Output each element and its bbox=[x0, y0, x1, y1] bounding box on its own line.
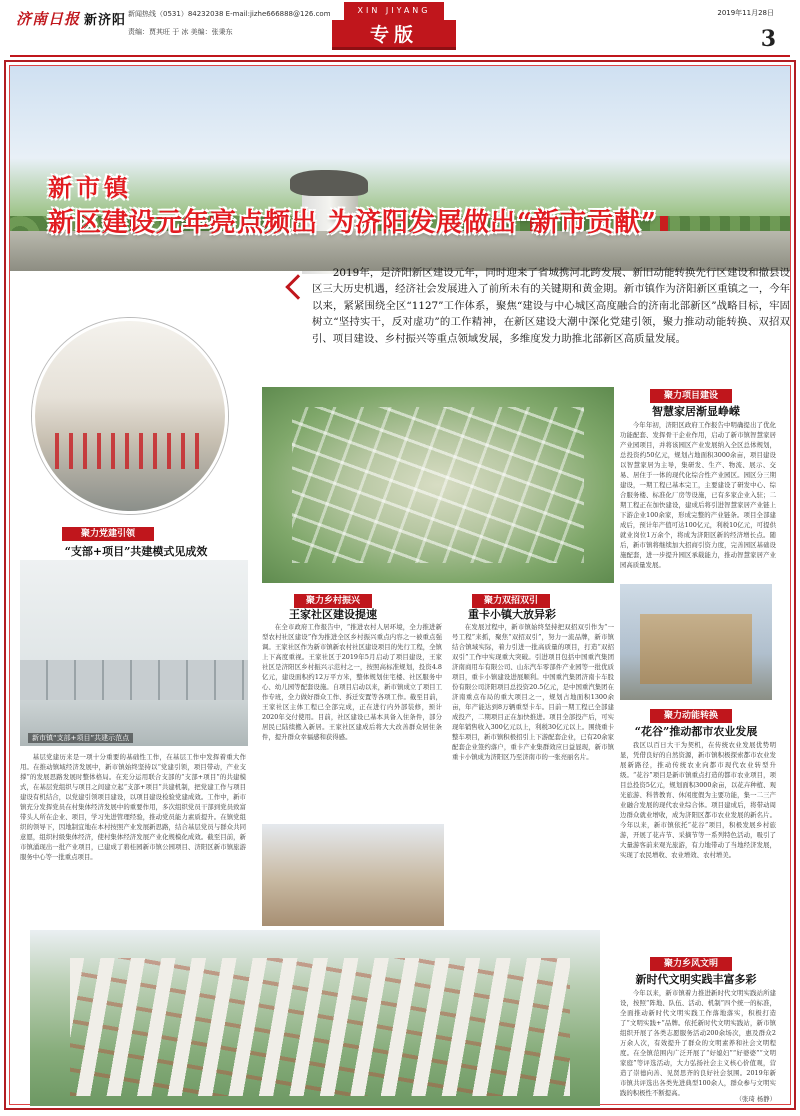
agri-body bbox=[620, 740, 776, 950]
party-section-tag: 聚力党建引领 bbox=[62, 527, 154, 541]
logo-text: 济南日报 bbox=[16, 10, 81, 28]
exhibition-hall-photo bbox=[32, 318, 228, 514]
master-plan-rendering bbox=[262, 387, 614, 583]
project-section-heading: 智慧家居渐显峥嵘 bbox=[652, 405, 740, 418]
investment-section-heading: 重卡小镇大放异彩 bbox=[468, 608, 556, 621]
intro-paragraph bbox=[312, 265, 790, 375]
author-sign: （张琦 杨静） bbox=[735, 1095, 776, 1103]
civil-body-text: 今年以来，新市镇着力推进新时代文明实践站所建设，按照“阵地、队伍、活动、机制”四个统一的标准，全面推动新时代文明实践工作落地落实，积极打造了“文明实践+”品牌。依托新时代文明实践站，新市镇组织开展了各类志愿服务活动200余场次，惠及群众2万余人次，有效提升了群众的文明素养和社会文明程度。在全镇范围内广泛开展了“好媳妇”“好婆婆”“文明家庭”等评选活动，大力弘扬社会主义核心价值观，营造了崇德向善、见贤思齐的良好社会氛围。2019年新市镇共评选出各类先进典型100余人，群众参与文明实践的积极性不断提高。 bbox=[620, 989, 776, 1097]
agri-section-heading: “花谷”推动都市农业发展 bbox=[634, 725, 758, 738]
logo-subtitle: 新济阳 bbox=[84, 13, 127, 28]
party-photo bbox=[20, 560, 248, 746]
page-number: 3 bbox=[760, 26, 776, 52]
agri-body-text: 我区以百日大干为契机，在传统农业发展优势明显，凭借良好的自然资源，新市镇积极探索都市农业发展新路径，推动传统农业向都市现代农业转型升级。“花谷”项目是新市镇重点打造的都市农业项目，项目总投资5亿元，规划面积3000余亩，以花卉种植、观光旅游、科普教育、休闲度假为主要功能，集一二三产业融合发展的现代农业综合体。项目建成后，将带动周边群众就业增收，成为济阳区都市农业发展的新名片。今年以来，新市镇依托“花谷”项目，积极发展乡村旅游，开展了花卉节、采摘节等一系列特色活动，吸引了大量游客前来观光旅游，有力地带动了当地经济发展，实现了农民增收、农业增效、农村增美。 bbox=[620, 741, 776, 859]
civil-section-tag: 聚力乡风文明 bbox=[650, 957, 732, 971]
headline-kicker: 新市镇 bbox=[48, 173, 132, 202]
construction-site-photo bbox=[262, 824, 444, 926]
residential-aerial-photo bbox=[30, 930, 600, 1106]
agri-section-tag: 聚力动能转换 bbox=[650, 709, 732, 723]
party-body-text: 基层党建历来是一项十分重要的基础性工作，在基层工作中发挥着重大作用。在推动镇域经济发展中，新市镇始终坚持以“党建引领，项目带动，产业支撑”的发展思路发展时整体格局。在充分运用联合支部的“支部+项目”的共建模式，在基层党组织与项目之间建立起“支部+项目”共建机制，把党建工作与项目建设有机结合，以党建引领项目建设，以项目建设检验党建成效。工作中，新市镇充分发挥党员在村集体经济发展中的重要作用，多次组织党员干部到党员致富带头人所在企业、项目，学习先进管理经验，推动党员能力素质提升。在镇党组织的领导下，因地制宜地在本村按照产业发展新思路，结合基层党员与群众共同意愿，组织村级集体经济，使村集体经济发展产业化规模化成效。截至目前，新市镇涌现出一批产业项目，已建成了碧桂园新市镇公园项目、济阳区新市镇旅游服务中心等一批重点项目。 bbox=[20, 753, 246, 861]
editors-text: 责编：贾其旺 于 冰 美编：张秉东 bbox=[128, 28, 233, 36]
smart-home-building-photo bbox=[620, 584, 772, 700]
masthead-info bbox=[128, 9, 331, 37]
village-body bbox=[262, 622, 442, 820]
project-body bbox=[620, 420, 776, 580]
issue-date: 2019年11月28日 bbox=[717, 9, 774, 17]
section-title: 专版 bbox=[369, 24, 418, 46]
project-body-text: 今年年初，济阳区政府工作报告中明确提出了优化功能配套、发挥骨干企业作用，启动了新市镇智慧家居产业园项目，并将该园区产业发展纳入全区总体规划，总投资约50亿元，规划占地面积3000余亩，项目建设以智慧家居为主导，集研发、生产、物流、展示、交易、居住于一体的现代化综合性产业园区。园区分三期建设，一期工程已基本完工，主要建设了研发中心、综合服务楼、标准化厂房等设施，已有多家企业入驻；二期工程正在加快建设，建成后将引进智慧家居产业链上下游企业100余家，形成完整的产业链条。项目全部建成后，预计年产值可达100亿元，利税10亿元，可提供就业岗位1万余个，将成为济阳区新的经济增长点。随后，新市镇将继续加大招商引资力度，完善园区基础设施配套，进一步提升园区承载能力，推动智慧家居产业园高质量发展。 bbox=[620, 421, 776, 569]
horse-statue bbox=[290, 170, 368, 196]
headline-title: 新区建设元年亮点频出 为济阳发展做出“新市贡献” bbox=[48, 208, 657, 238]
masthead bbox=[0, 0, 800, 58]
investment-body bbox=[452, 622, 614, 924]
section-banner bbox=[332, 20, 456, 50]
party-photo-caption: 新市镇“支部+项目”共建示范点 bbox=[28, 733, 133, 743]
intro-text: 2019年，是济阳新区建设元年，同时迎来了省城携河北跨发展、新旧动能转换先行区建设和撤县设区三大历史机遇，经济社会发展进入了前所未有的关键期和黄金期。新市镇作为济阳新区重镇之一，今年以来，紧紧围绕全区“1127”工作体系，聚焦“建设与中心城区高度融合的济南北部新区”战略目标，牢固树立“坚持实干，反对虚功”的工作精神，在新区建设大潮中深化党建引领，聚力推动动能转换、双招双引、项目建设、乡村振兴等重点领域发展，多维度发力助推北部新区高质量发展。 bbox=[312, 267, 790, 345]
civil-section-heading: 新时代文明实践丰富多彩 bbox=[635, 973, 757, 986]
pinyin-label: XIN JIYANG bbox=[344, 2, 444, 20]
project-section-tag: 聚力项目建设 bbox=[650, 389, 732, 403]
civil-body bbox=[620, 988, 776, 1097]
party-section-heading: “支部+项目”共建模式见成效 bbox=[64, 545, 208, 558]
masthead-rule bbox=[10, 55, 790, 57]
village-body-text: 在全市政府工作报告中，“推进农村人居环境，全力推进新型农村社区建设”作为推进全区乡村振兴重点内容之一被重点强调。王家社区作为新市镇新农村社区建设项目的先行工程，全镇上下高度重视。王家社区于2019年5月启动了项目建设，王家社区是济阳区乡村振兴示范村之一，按照高标准规划，投资4.8亿元，建设面积约12万平方米，整体规划住宅楼、社区服务中心、幼儿园等配套设施。自项目启动以来，新市镇成立了项目工作专班，全力做好群众工作、拆迁安置等各项工作。截至目前，王家社区主体工程已全部完成，正在进行内外部装修，预计2020年交付使用。目前，社区建设已基本具备入住条件，部分居民已陆续搬入新居。王家社区建成后将大大改善群众居住条件，提升群众幸福感和获得感。 bbox=[262, 623, 442, 741]
village-section-heading: 王家社区建设提速 bbox=[289, 608, 377, 621]
village-section-tag: 聚力乡村振兴 bbox=[294, 594, 372, 608]
party-body bbox=[20, 752, 246, 928]
investment-body-text: 在发展过程中，新市镇始终坚持把双招双引作为“一号工程”来抓，聚焦“双招双引”，努力一流品牌，新市镇结合镇域实际，着力引进一批高质量的项目，打造“双招双引”工作中实现重大突破。引进项目包括中国重汽集团济南商用车有限公司、山东汽车零部件产业园等一批优质项目，重卡小镇建设进展顺利。中国重汽集团济南卡车股份有限公司济阳项目总投资20.5亿元，是中国重汽集团在济南重点布局的重大项目之一，规划占地面积1300余亩，年产能达到8万辆重型卡车。目前一期工程已全部建成投产，二期项目正在加快推进。项目全部投产后，可实现年销售收入300亿元以上，利税30亿元以上。围绕重卡整车项目，新市镇积极招引上下游配套企业，已有20余家配套企业签约落户，重卡产业集群效应日益显现，新市镇重卡小镇成为济阳区乃至济南市的一张亮丽名片。 bbox=[452, 623, 614, 761]
newspaper-logo bbox=[16, 8, 126, 29]
investment-section-tag: 聚力双招双引 bbox=[472, 594, 550, 608]
hotline-text: 新闻热线（0531）84232038 E-mail:jizhe666888@126.com bbox=[128, 10, 331, 18]
